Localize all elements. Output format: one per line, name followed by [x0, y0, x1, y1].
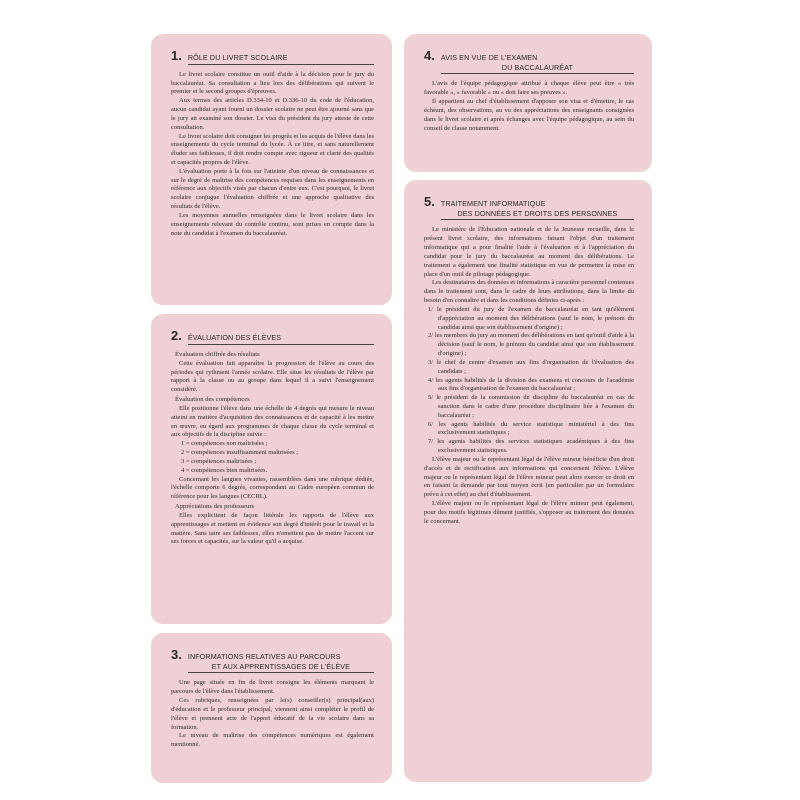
- paragraph: Le livret scolaire doit consigner les progrès et les acquis de l'élève dans les enseignements du cycle terminal du lycée. À ce titre, et sans naturellement éluder ses faiblesses, il doit rendre compte avec rigueur et clarté des qualités et capacités propres de l'élève.: [171, 132, 374, 166]
- recipient-item: 5/ le président de la commission de discipline du baccalauréat en cas de sanction dans le cadre d'une procédure disciplinaire liée à l'examen du baccalauréat ;: [428, 394, 634, 419]
- section-number: 5.: [424, 194, 435, 209]
- paragraph: L'avis de l'équipe pédagogique attribué à chaque élève peut être « très favorable », « favorable » ou « doit faire ses preuves ».: [424, 80, 634, 97]
- paragraph: L'élève majeur ou le représentant légal de l'élève mineur bénéficie d'un droit d'accès et de rectification aux informations qui concernent l'élève. L'élève majeur ou le représentant légal de l'élève mineur peut alors exercer ce droit en en faisant la demande par tout moyen écrit (en particulier par un formulaire prévu à cet effet) au chef d'établissement.: [424, 455, 634, 499]
- recipient-item: 4/ les agents habilités de la division des examens et concours de l'académie aux fins d'organisation de l'examen du baccalauréat ;: [428, 376, 634, 393]
- competence-level: 1 = compétences non maîtrisées ;: [181, 440, 268, 448]
- paragraph: Elle positionne l'élève dans une échelle de 4 degrés qui mesure le niveau atteint en matière d'acquisition des connaissances et de capacité à les mettre en œuvre, eu égard aux programmes de chaque classe du cycle terminal et aux objectifs de la discipline suivie :: [171, 404, 374, 439]
- section-header: [424, 48, 634, 74]
- paragraph: Concernant les langues vivantes, rassemblées dans une rubrique dédiée, l'échelle comporte 6 degrés, correspondant au Cadre européen commun de référence pour les langues (CECRL).: [171, 475, 374, 501]
- section-title: ÉVALUATION DES ÉLÈVES: [188, 333, 374, 345]
- recipient-item: 1/ le président du jury de l'examen du baccalauréat en tant qu'élément d'appréciation au moment des délibérations (sauf le nom, le prénom du candidat ainsi que son établissement d'origine) ;: [428, 305, 634, 331]
- section-title-line1: AVIS EN VUE DE L'EXAMEN: [440, 53, 538, 62]
- section-number: 4.: [424, 48, 435, 63]
- recipient-item: 3/ le chef de centre d'examen aux fins d'organisation de l'évaluation des candidats ;: [428, 358, 634, 375]
- paragraph: L'élève majeur ou le représentant légal de l'élève mineur peut également, pour des motifs légitimes dûment justifiés, s'opposer au traitement des données le concernant.: [424, 500, 634, 525]
- recipient-item: 6/ les agents habilités du service statistique ministériel à des fins exclusivement statistiques ;: [428, 420, 634, 437]
- section-title-line1: TRAITEMENT INFORMATIQUE: [440, 199, 546, 208]
- paragraph: L'évaluation porte à la fois sur l'atteinte d'un niveau de connaissances et sur le degré de maîtrise des compétences requises dans les enseignements en référence aux objectifs visés par chacun d'entre eux. C'est pourquoi, le livret scolaire conjugue l'évaluation chiffrée et une approche qualitative des résultats de l'élève.: [171, 167, 374, 211]
- paragraph: Le ministère de l'Éducation nationale et de la Jeunesse recueille, dans le présent livret scolaire, des informations faisant l'objet d'un traitement informatique qui a pour finalité l'aide à l'évaluation et à l'appréciation du candidat pour le jury du baccalauréat au moment des délibérations. Le traitement a également une finalité statistique en vue de permettre la mise en place d'un outil de pilotage pédagogique.: [424, 226, 634, 278]
- paragraph: Il appartient au chef d'établissement d'apposer son visa et d'émettre, le cas échéant, des observations, au vu des appréciations des enseignants consignées dans le livret scolaire et après échanges avec l'équipe pédagogique, au sein du conseil de classe notamment.: [424, 98, 634, 132]
- section-header: [171, 48, 374, 65]
- paragraph: Cette évaluation fait apparaître la progression de l'élève au cours des périodes qui rythment l'année scolaire. Elle situe les résultats de l'élève par rapport à la classe ou au groupe dans lequel il a suivi l'enseignement considéré.: [171, 359, 374, 394]
- section-title-line2: DU BACCALAURÉAT: [501, 62, 574, 72]
- section-number: 1.: [171, 48, 182, 63]
- paragraph: Le niveau de maîtrise des compétences numériques est également mentionné.: [171, 732, 374, 749]
- subheading: Appréciations des professeurs: [175, 503, 255, 511]
- section-evaluation-eleves: [151, 314, 392, 624]
- section-avis-examen: [404, 34, 652, 172]
- section-title-line2: DES DONNÉES ET DROITS DES PERSONNES: [457, 208, 618, 218]
- recipient-item: 2/ les membres du jury au moment des délibérations en tant qu'outil d'aide à la décision (sauf le nom, le prénom du candidat ainsi que son établissement d'origine) ;: [428, 332, 634, 358]
- section-number: 3.: [171, 647, 182, 662]
- section-header: [171, 328, 374, 345]
- paragraph: Le livret scolaire constitue un outil d'aide à la décision pour le jury du baccalauréat. Sa consultation a lieu lors des délibérations qui suivent le premier et le second groupes d'épreuves.: [171, 70, 374, 96]
- section-role-livret: [151, 34, 392, 305]
- section-title: [441, 53, 634, 74]
- section-number: 2.: [171, 328, 182, 343]
- paragraph: Les destinataires des données et informations à caractère personnel contenues dans le traitement sont, dans le cadre de leurs attributions, dans la limite du besoin d'en connaître et dans les conditions définies ci-après :: [424, 279, 634, 305]
- recipient-item: 7/ les agents habilités des services statistiques académiques à des fins exclusivement statistiques.: [428, 438, 634, 455]
- section-traitement-donnees: [404, 180, 652, 782]
- paragraph: Une page située en fin de livret consigne les éléments marquant le parcours de l'élève dans l'établissement.: [171, 679, 374, 696]
- subheading: Évaluation chiffrée des résultats: [175, 350, 260, 358]
- section-title-line1: INFORMATIONS RELATIVES AU PARCOURS: [187, 652, 341, 661]
- section-header: [424, 194, 634, 220]
- section-title-line2: ET AUX APPRENTISSAGES DE L'ÉLÈVE: [211, 661, 351, 671]
- competence-level: 2 = compétences insuffisamment maîtrisées ;: [181, 449, 299, 457]
- section-header: [171, 647, 374, 673]
- paragraph: Elles explicitent de façon littérale les rapports de l'élève aux apprentissages et mettent en évidence son degré d'intérêt pour le travail et la matière. Sans taire ses faiblesses, elles n'omettent pas de mettre l'accent sur ses forces et capacités, sur la valeur qu'il a acquise.: [171, 512, 374, 546]
- section-title: [188, 652, 374, 673]
- paragraph: Ces rubriques, renseignées par le(s) conseiller(s) principal(aux) d'éducation et le professeur principal, viennent ainsi compléter le profil de l'élève et prennent acte de l'apport éducatif de la vie scolaire dans sa formation.: [171, 697, 374, 731]
- section-parcours-apprentissages: [151, 633, 392, 783]
- subheading: Évaluation des compétences: [175, 395, 250, 403]
- competence-level: 4 = compétences bien maîtrisées.: [181, 466, 268, 474]
- paragraph: Les moyennes annuelles renseignées dans le livret scolaire dans les enseignements relevant du contrôle continu, sont prises en compte dans la note du candidat à l'examen du baccalauréat.: [171, 211, 374, 237]
- section-title: [441, 199, 634, 220]
- section-title: RÔLE DU LIVRET SCOLAIRE: [188, 53, 374, 65]
- competence-level: 3 = compétences maîtrisées ;: [181, 457, 257, 465]
- paragraph: Aux termes des articles D.334-10 et D.336-10 du code de l'éducation, aucun candidat ayant fourni un dossier scolaire ne peut être ajourné sans que le jury ait examiné son dossier. Le visa du président du jury atteste de cette consultation.: [171, 97, 374, 131]
